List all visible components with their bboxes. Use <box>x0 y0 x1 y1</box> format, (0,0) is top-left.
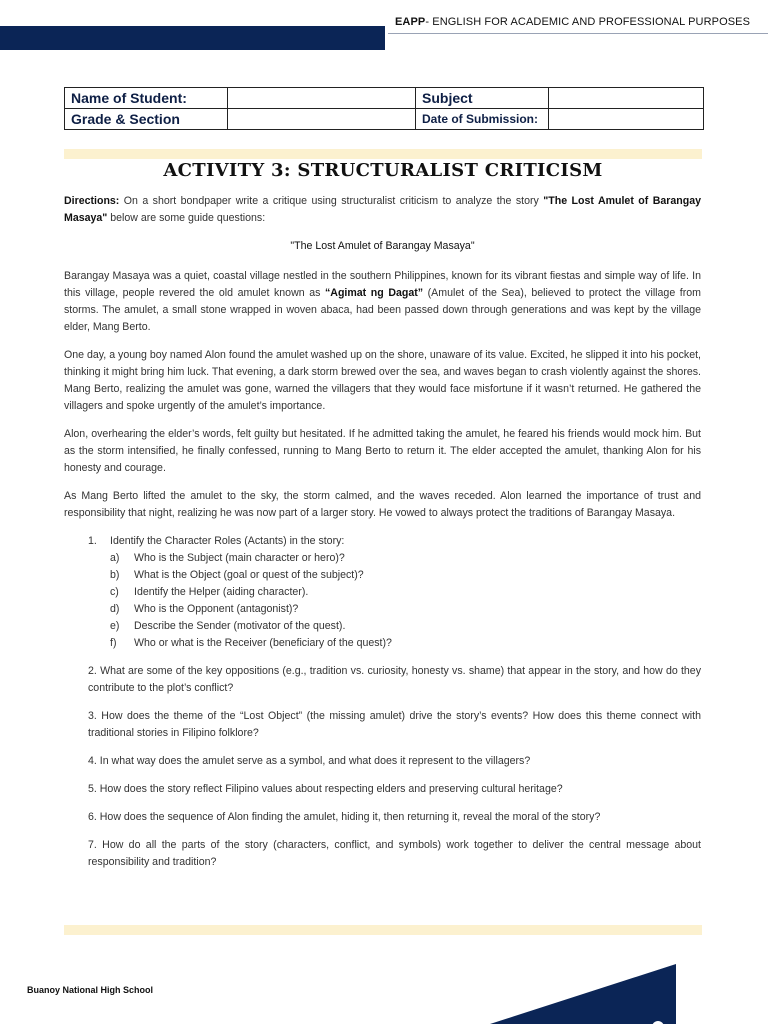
item-letter: a) <box>110 552 120 564</box>
school-name: Buanoy National High School <box>27 985 154 995</box>
sub-question-list <box>110 550 701 652</box>
grade-label: Grade & Section <box>65 109 228 130</box>
directions-story: "The Lost Amulet of Barangay Masaya" <box>64 195 701 224</box>
name-label: Name of Student: <box>65 88 228 109</box>
question-text: Identify the Character Roles (Actants) in the story: <box>110 535 345 547</box>
question-2: 2. What are some of the key oppositions (e.g., tradition vs. curiosity, honesty vs. shame) that appear in the story, and how do they contribute to the plot’s conflict? <box>88 665 701 694</box>
item-text: Who is the Opponent (antagonist)? <box>134 603 299 615</box>
table-row <box>65 109 704 130</box>
item-letter: c) <box>110 586 119 598</box>
directions-text: On a short bondpaper write a critique using structuralist criticism to analyze the story <box>119 195 544 207</box>
list-item <box>110 567 701 584</box>
list-item <box>110 601 701 618</box>
story-text: Barangay Masaya was a quiet, coastal village nestled in the southern Philippines, known for its vibrant fiestas and simple way of life. In this village, people revered the old amulet known as <box>64 270 701 299</box>
header-rule <box>388 33 768 34</box>
item-letter: b) <box>110 569 120 581</box>
subject-label: Subject <box>416 88 549 109</box>
item-text: What is the Object (goal or quest of the subject)? <box>134 569 364 581</box>
footer-triangle-decoration <box>490 964 768 1024</box>
date-field[interactable] <box>549 109 704 130</box>
question-5: 5. How does the story reflect Filipino values about respecting elders and preserving cultural heritage? <box>88 783 563 795</box>
list-item <box>110 635 701 652</box>
item-text: Who or what is the Receiver (beneficiary of the quest)? <box>134 637 392 649</box>
story-title: "The Lost Amulet of Barangay Masaya" <box>290 240 475 252</box>
page-title: ACTIVITY 3: STRUCTURALIST CRITICISM <box>163 160 603 181</box>
student-info-table <box>64 87 704 130</box>
list-item <box>110 550 701 567</box>
directions-text-end: below are some guide questions: <box>107 212 266 224</box>
story-paragraph: Alon, overhearing the elder’s words, felt guilty but hesitated. If he admitted taking the amulet, he feared his friends would mock him. But as the storm intensified, he finally confessed, running to Mang Berto to return it. The elder accepted the amulet, thanking Alon for his honesty and courage. <box>64 428 701 474</box>
question-4: 4. In what way does the amulet serve as a symbol, and what does it represent to the villagers? <box>88 755 531 767</box>
header-subtitle: - ENGLISH FOR ACADEMIC AND PROFESSIONAL PURPOSES <box>425 16 751 28</box>
document-body <box>64 193 701 882</box>
footer-band <box>64 925 702 935</box>
story-paragraph <box>64 268 701 336</box>
item-text: Identify the Helper (aiding character). <box>134 586 309 598</box>
story-paragraph: As Mang Berto lifted the amulet to the sky, the storm calmed, and the waves receded. Alon learned the importance of trust and responsibility that night, realizing he was now part of a larger story. He vowed to always protect the traditions of Barangay Masaya. <box>64 490 701 519</box>
item-letter: d) <box>110 603 120 615</box>
grade-field[interactable] <box>228 109 416 130</box>
title-band <box>64 149 702 159</box>
date-label: Date of Submission: <box>416 109 549 130</box>
list-item <box>110 584 701 601</box>
question-list <box>64 533 701 652</box>
question-7: 7. How do all the parts of the story (characters, conflict, and symbols) work together to deliver the central message about responsibility and tradition? <box>88 839 701 868</box>
question-6: 6. How does the sequence of Alon finding the amulet, hiding it, then returning it, reveal the moral of the story? <box>88 811 601 823</box>
question-3: 3. How does the theme of the “Lost Object” (the missing amulet) drive the story’s events? How does this theme connect with traditional stories in Filipino folklore? <box>88 710 701 739</box>
header-bar <box>0 26 385 50</box>
list-item <box>64 533 701 652</box>
subject-field[interactable] <box>549 88 704 109</box>
item-text: Who is the Subject (main character or hero)? <box>134 552 345 564</box>
table-row <box>65 88 704 109</box>
directions <box>64 193 701 227</box>
item-letter: f) <box>110 637 117 649</box>
story-text: (Amulet of the Sea), believed to protect the village from storms. The amulet, a small stone wrapped in woven abaca, had been passed down through generations and was kept by the village elder, Mang Berto. <box>64 287 701 333</box>
list-item <box>110 618 701 635</box>
name-field[interactable] <box>228 88 416 109</box>
header-title <box>395 16 750 28</box>
header-brand: EAPP <box>395 16 426 28</box>
story-paragraph: One day, a young boy named Alon found the amulet washed up on the shore, unaware of its value. Excited, he slipped it into his pocket, thinking it might bring him luck. That evening, a dark storm brewed over the sea, and waves began to crash violently against the shores. Mang Berto, realizing the amulet was gone, warned the villagers that they would face misfortune if it wasn’t returned. He gathered the villagers and spoke urgently of the amulet’s importance. <box>64 349 701 412</box>
directions-label: Directions: <box>64 195 120 207</box>
amulet-name: “Agimat ng Dagat” <box>325 287 424 299</box>
item-letter: e) <box>110 620 120 632</box>
question-number: 1. <box>88 535 97 547</box>
item-text: Describe the Sender (motivator of the quest). <box>134 620 346 632</box>
